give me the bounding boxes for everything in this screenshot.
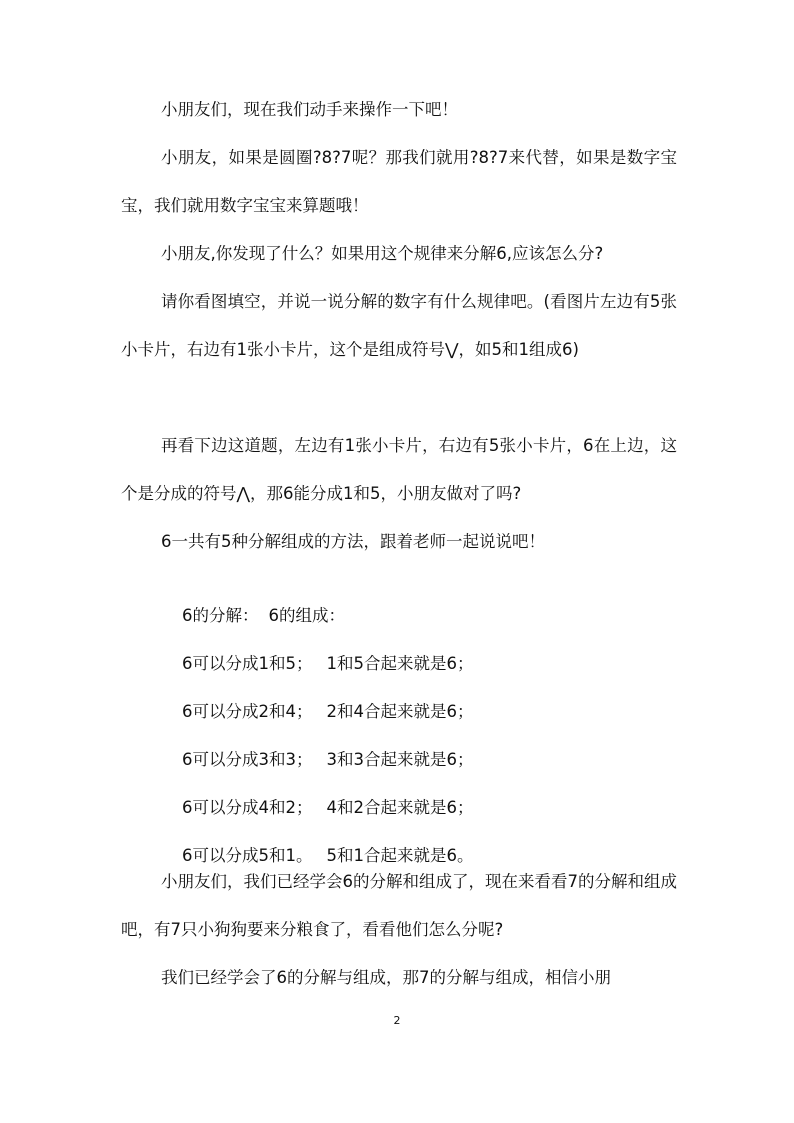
composition-header: 6的组成： <box>268 606 345 625</box>
decomposition-text: 6可以分成1和5； <box>181 654 313 673</box>
decomposition-text: 6可以分成2和4； <box>181 702 313 721</box>
paragraph-discover: 小朋友,你发现了什么？如果用这个规律来分解6,应该怎么分? <box>161 244 604 263</box>
paragraph-seven-continue: 我们已经学会了6的分解与组成，那7的分解与组成，相信小朋 <box>161 968 611 987</box>
paragraph-intro: 小朋友们，现在我们动手来操作一下吧！ <box>161 100 458 119</box>
paragraph-split: 再看下边这道题，左边有1张小卡片，右边有5张小卡片，6在上边，这个是分成的符号⋀，那6能分成1和5，小朋友做对了吗? <box>121 436 677 503</box>
paragraph-seven-intro: 小朋友们，我们已经学会6的分解和组成了，现在来看看7的分解和组成吧，有7只小狗狗要来分粮食了，看看他们怎么分呢? <box>121 872 677 939</box>
composition-text: 2和4合起来就是6； <box>326 702 474 721</box>
page-number: 2 <box>393 1014 401 1027</box>
paragraph-five-ways: 6一共有5种分解组成的方法，跟着老师一起说说吧！ <box>161 532 545 551</box>
decomposition-text: 6可以分成3和3； <box>181 750 313 769</box>
paragraph-circles: 小朋友，如果是圆圈?8?7呢？那我们就用?8?7来代替，如果是数字宝宝，我们就用数字宝宝来算题哦！ <box>121 148 677 215</box>
decomposition-text: 6可以分成4和2； <box>181 798 313 817</box>
composition-text: 5和1合起来就是6。 <box>326 846 474 865</box>
composition-text: 4和2合起来就是6； <box>326 798 474 817</box>
composition-text: 3和3合起来就是6； <box>326 750 474 769</box>
decomposition-header: 6的分解： <box>181 606 259 625</box>
decomposition-text: 6可以分成5和1。 <box>181 846 313 865</box>
composition-text: 1和5合起来就是6； <box>326 654 474 673</box>
paragraph-fill-blank: 请你看图填空，并说一说分解的数字有什么规律吧。(看图片左边有5张小卡片，右边有1张小卡片，这个是组成符号⋁，如5和1组成6) <box>121 292 677 359</box>
